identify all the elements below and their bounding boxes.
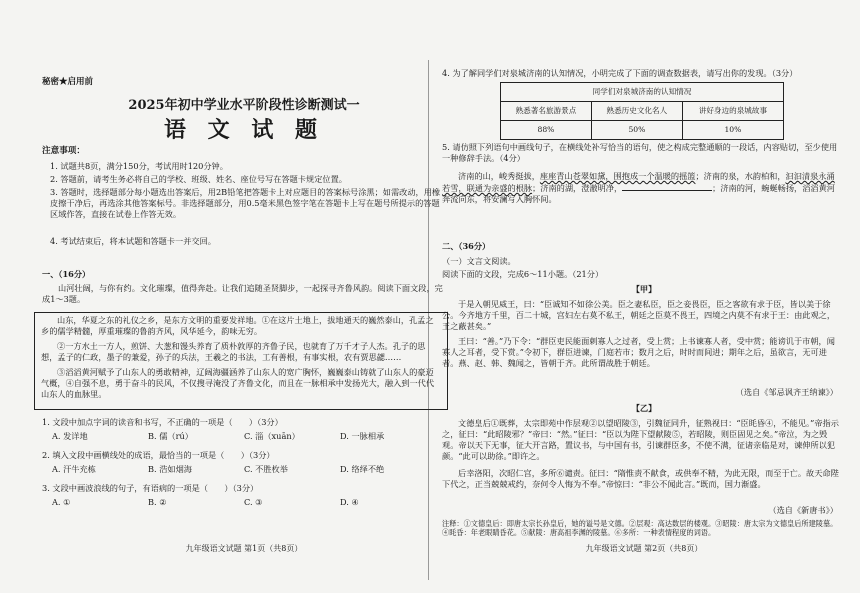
- exam-title: 2025年初中学业水平阶段性诊断测试一: [128, 98, 360, 113]
- survey-table: [500, 82, 784, 140]
- option-b[interactable]: B. 浩如烟海: [148, 464, 192, 474]
- passage-jia-label: 【甲】: [631, 284, 657, 294]
- passage-paragraph: ③滔滔黄河赋予了山东人的勇敢精神，辽阔海疆涵养了山东人的宽广胸怀，巍巍泰山铸就了山东人的豪迈气概，④自强不息，勇于奋斗的民风，不仅搜寻淹没了齐鲁文化，而且在一脉相承中发扬光大，融入到一代代山东人的血脉里。: [41, 367, 435, 400]
- section-2-heading: 二、（36分）: [442, 241, 491, 251]
- question-4: 4. 为了解同学们对泉城济南的认知情况，小明完成了下面的调查数据表，请写出你的发现。（3分）: [442, 68, 798, 78]
- option-a[interactable]: A. 发详地: [52, 431, 88, 441]
- q5-text-2: ；济南的泉，水韵柏和，: [695, 171, 786, 181]
- passage-jia-source: （选自《邹忌讽齐王纳谏》）: [735, 387, 838, 397]
- question-3: 3. 文段中画波浪线的句子，有语病的一项是（ ）（3分）: [42, 483, 259, 493]
- question-1: 1. 文段中加点字词的读音和书写，不正确的一项是（ ）（3分）: [42, 417, 283, 427]
- page-footer: 九年级语文试题 第1页（共8页）: [185, 544, 303, 553]
- option-a[interactable]: A. ①: [52, 497, 71, 507]
- option-d[interactable]: D. 一脉相承: [340, 431, 385, 441]
- table-header: 熟悉著名旅游景点: [501, 102, 592, 121]
- sub-section-1: （一）文言文阅读。: [442, 256, 516, 266]
- q5-blank-line[interactable]: [622, 182, 712, 191]
- passage-yi-source: （选自《新唐书》）: [768, 505, 838, 515]
- passage-paragraph: ②一方水土一方人，煎饼、大葱和馒头养育了质朴敦厚的齐鲁子民，也就育了万千才子人杰。孔子的思想，孟子的仁政，墨子的兼爱，孙子的兵法，王羲之的书法，工有善根，有事实根，农有贾思勰……: [41, 341, 426, 363]
- note-item: 1. 试题共8页，满分150分，考试用时120分钟。: [50, 161, 228, 171]
- passage-paragraph: 山东，华夏之东的礼仪之乡，是东方文明的重要发祥地。①在这片土地上，拔地通天的巍然泰山，孔孟之乡的儒学精髓，厚重璀璨的鲁韵齐风，风华延今，韵味无穷。: [41, 315, 434, 337]
- page-footer: 九年级语文试题 第2页（共8页）: [585, 544, 703, 553]
- option-b[interactable]: B. 儒（rú）: [148, 431, 193, 441]
- section-1-heading: 一、（16分）: [42, 269, 91, 279]
- question-2: 2. 填入文段中画横线处的成语，最恰当的一项是（ ）（3分）: [42, 450, 275, 460]
- secret-label: 秘密★启用前: [42, 77, 94, 87]
- note-item: 3. 答题时，选择题部分每小题选出答案后，用2B铅笔把答题卡上对应题目的答案标号涂黑；如需改动，用橡皮擦干净后，再选涂其他答案标号。非选择题部分，用0.5毫米黑色签字笔在答题卡上写在题号所提示的答题区域作答，直接在试卷上作答无效。: [50, 187, 441, 220]
- passage-yi-label: 【乙】: [631, 403, 657, 413]
- table-header: 熟悉历史文化名人: [591, 102, 682, 121]
- passage-jia-paragraph: 于是入朝见威王，曰：“臣诚知不如徐公美。臣之妻私臣，臣之妾畏臣，臣之客欲有求于臣，皆以美于徐公。今齐地方千里，百二十城，宫妇左右莫不私王，朝廷之臣莫不畏王，四境之内莫不有求于王：由此观之，王之蔽甚矣。”: [442, 299, 836, 332]
- question-2-options: [52, 464, 446, 475]
- question-5: 5. 请仿照下列语句中画线句子，在横线处补写恰当的语句，使之构成完整通顺的一段话，内容贴切，至少使用一种修辞手法。（4分）: [442, 142, 838, 164]
- option-a[interactable]: A. 汗牛充栋: [52, 464, 96, 474]
- option-c[interactable]: C. ③: [244, 497, 263, 507]
- passage-yi-paragraph: 文德皇后①既葬，太宗即苑中作层观②以望昭陵③，引魏征同升，征熟视曰：“臣眊昏④，不能见。”帝指示之，征曰：“此昭陵邪？”帝曰：“然。”征曰：“臣以为陛下望献陵⑤，若昭陵，则臣固见之矣。”帝泣，为之毁观。帝以天下无事，征大开言路，置议书，与中国有书，引谏群臣多，不使不满，征诸亲临是对，谏伸所以犯颜。“此可以助徐。”即许之。: [442, 418, 839, 462]
- section-1-intro: 山河壮阔，与你有约。文化璀璨，值得奔赴。让我们追随圣贤脚步，一起探寻齐鲁风韵。阅读下面文段，完成1～3题。: [42, 283, 443, 305]
- table-header: 讲好身边的泉城故事: [682, 102, 783, 121]
- passage-jia-paragraph: 王曰：“善。”乃下令：“群臣吏民能面刺寡人之过者，受上赏；上书谏寡人者，受中赏；能谤讥于市朝，闻寡人之耳者，受下赏。”令初下，群臣进谏，门庭若市；数月之后，时时而间进；期年之后，虽欲言，无可进者。燕、赵、韩、魏闻之，皆朝于齐。此所谓战胜于朝廷。: [442, 336, 835, 369]
- passage-notes: 注释：①文德皇后：即唐太宗长孙皇后，她的谥号是文德。②层观：高达数层的楼观。③昭陵：唐太宗为文德皇后所建陵墓。④眊昏：年老眼睛昏花。⑤献陵：唐高祖李渊的陵墓。⑥多所：一种表情程度的词语。: [442, 519, 838, 538]
- table-cell: 50%: [591, 121, 682, 140]
- option-c[interactable]: C. 不胜枚举: [244, 464, 288, 474]
- question-1-options: [52, 431, 446, 442]
- option-b[interactable]: B. ②: [148, 497, 167, 507]
- q5-underline-2: 汩汩清泉永涌若雪，联通为亲盛的根脉: [442, 171, 835, 194]
- q5-text-1: 济南的山，峻秀挺拔，: [458, 171, 540, 181]
- sub-section-1-intro: 阅读下面的文段，完成6～11小题。（21分）: [442, 269, 604, 279]
- q5-text-4: ；济南的河，蜿蜒畅扬，滔滔黄河奔流向东，将安澜写入胸怀间。: [442, 183, 835, 205]
- question-3-options: [52, 497, 446, 508]
- subject-title: 语 文 试 题: [164, 117, 324, 143]
- passage-yi-paragraph: 后幸洛阳，次昭仁宫，多所⑥谴责。征曰：“隋惟责不献食，或供奉不精，为此无限，而至于亡。故天命陛下代之，正当兢兢戒约，奈何令人悔为不奉。”帝惊曰：“非公不闻此言。”既而，国力渐盛。: [442, 468, 839, 490]
- table-cell: 88%: [501, 121, 592, 140]
- note-item: 2. 答题前，请考生务必将自己的学校、班级、姓名、座位号写在答题卡规定位置。: [50, 174, 347, 184]
- note-item: 4. 考试结束后，将本试题和答题卡一并交回。: [50, 236, 216, 246]
- table-title: 同学们对泉城济南的认知情况: [501, 83, 784, 102]
- table-cell: 10%: [682, 121, 783, 140]
- option-c[interactable]: C. 淄（xuān）: [244, 431, 300, 441]
- page-2: [442, 64, 846, 564]
- reading-passage-box: [34, 312, 448, 410]
- question-5-text: [442, 171, 840, 205]
- q5-underline-1: 座座青山苍翠如黛，围抱成一个温暖的摇篮: [539, 171, 696, 181]
- page-1: [42, 64, 446, 564]
- option-d[interactable]: D. ④: [340, 497, 359, 507]
- q5-text-3: ；济南的湖，澄澈明净，: [532, 183, 623, 194]
- option-d[interactable]: D. 络绎不绝: [340, 464, 385, 474]
- notes-heading: 注意事项：: [42, 146, 85, 156]
